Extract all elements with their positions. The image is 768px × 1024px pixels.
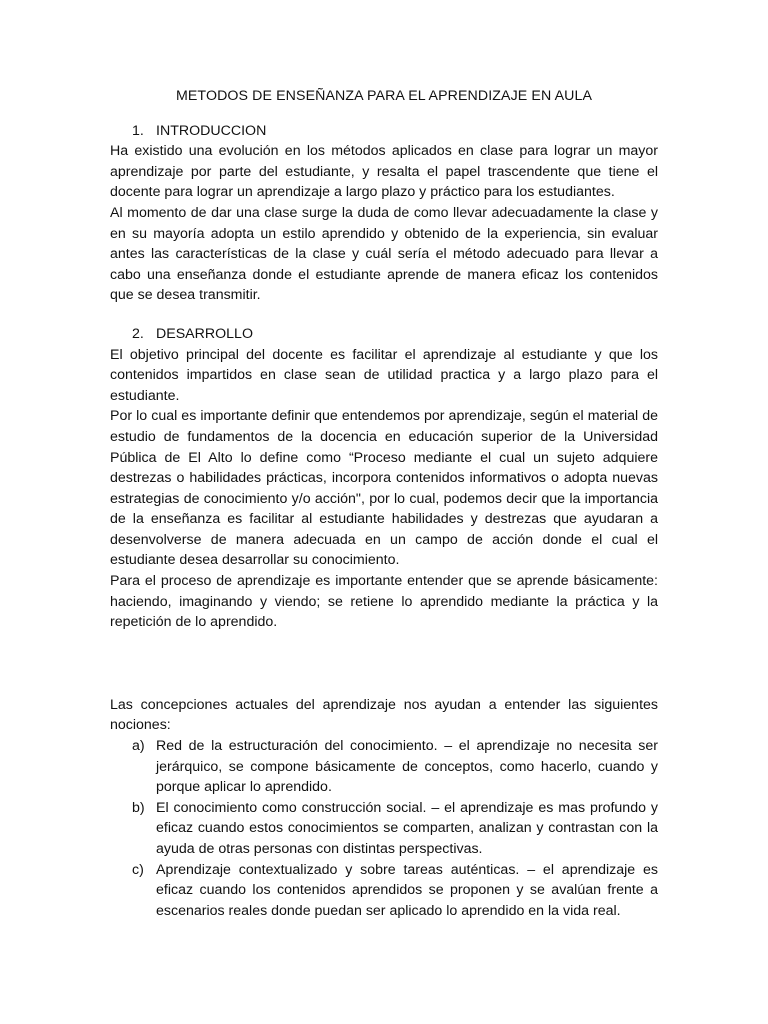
paragraph: Ha existido una evolución en los métodos aplicados en clase para lograr un mayor aprendizaje por parte del estudiante, y resalta el papel trascendente que tiene el docente para lograr un aprendizaje a largo plazo y práctico para los estudiantes.	[110, 143, 658, 201]
section-heading-desarrollo	[110, 324, 658, 345]
list-item	[110, 860, 658, 922]
section-title: DESARROLLO	[156, 325, 253, 342]
spacer	[110, 633, 658, 695]
section-title: INTRODUCCION	[156, 122, 267, 139]
list-marker: c)	[132, 861, 144, 878]
paragraph: El objetivo principal del docente es facilitar el aprendizaje al estudiante y que los contenidos impartidos en clase sean de utilidad practica y a largo plazo para el estudiante.	[110, 346, 658, 404]
list-item	[110, 736, 658, 798]
list-item-text: El conocimiento como construcción social. – el aprendizaje es mas profundo y eficaz cuando estos conocimientos se comparten, analizan y contrastan con la ayuda de otras personas con distintas perspectivas.	[156, 799, 658, 857]
list-item-text: Red de la estructuración del conocimiento. – el aprendizaje no necesita ser jerárquico, se compone básicamente de conceptos, como hacerlo, cuando y porque aplicar lo aprendido.	[156, 738, 658, 796]
list-item-text: Aprendizaje contextualizado y sobre tareas auténticas. – el aprendizaje es eficaz cuando los contenidos aprendidos se proponen y se avalúan frente a escenarios reales donde puedan ser aplicado lo aprendido en la vida real.	[156, 861, 658, 919]
document-title: METODOS DE ENSEÑANZA PARA EL APRENDIZAJE EN AULA	[175, 88, 593, 104]
section-number: 2.	[132, 325, 144, 342]
section-heading-introduccion	[110, 121, 658, 142]
paragraph: Para el proceso de aprendizaje es importante entender que se aprende básicamente: haciendo, imaginando y viendo; se retiene lo aprendido mediante la práctica y la repetición de lo aprendido.	[110, 573, 658, 631]
list-item	[110, 798, 658, 860]
spacer	[110, 306, 658, 324]
section-number: 1.	[132, 122, 144, 139]
paragraph: Al momento de dar una clase surge la duda de como llevar adecuadamente la clase y en su mayoría adopta un estilo aprendido y obtenido de la experiencia, sin evaluar antes las características de la clase y cuál sería el método adecuado para llevar a cabo una enseñanza donde el estudiante aprende de manera eficaz los contenidos que se desea transmitir.	[110, 204, 658, 304]
list-marker: b)	[132, 799, 145, 816]
list-marker: a)	[132, 738, 145, 755]
paragraph: Por lo cual es importante definir que entendemos por aprendizaje, según el material de estudio de fundamentos de la docencia en educación superior de la Universidad Pública de El Alto lo define como “Proceso mediante el cual un sujeto adquiere destrezas o habilidades prácticas, incorpora contenidos informativos o adopta nuevas estrategias de conocimiento y/o acción", por lo cual, podemos decir que la importancia de la enseñanza es facilitar al estudiante habilidades y destrezas que ayudaran a desenvolverse de manera adecuada en un campo de acción donde el cual el estudiante desea desarrollar su conocimiento.	[110, 408, 658, 569]
notions-list	[110, 736, 658, 921]
notions-intro: Las concepciones actuales del aprendizaje nos ayudan a entender las siguientes nociones:	[110, 696, 658, 734]
